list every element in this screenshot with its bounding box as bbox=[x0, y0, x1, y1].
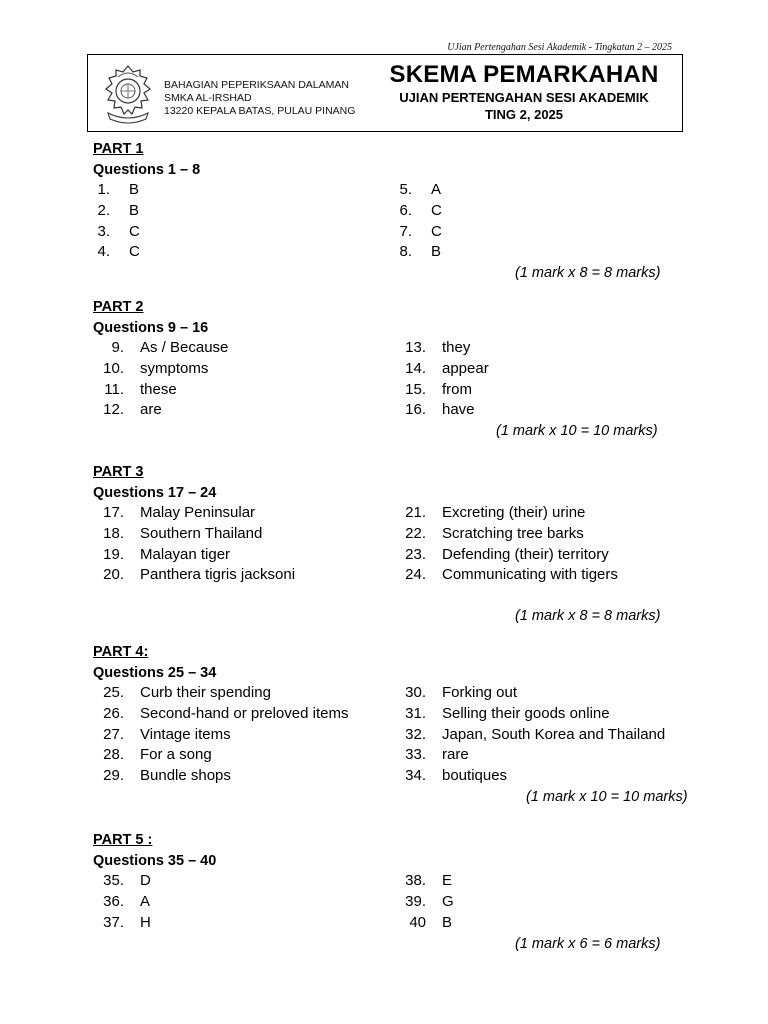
question-number: 13. bbox=[405, 339, 426, 357]
marks-allocation: (1 mark x 6 = 6 marks) bbox=[515, 935, 661, 952]
question-number: 27. bbox=[103, 725, 124, 743]
part-title: PART 4: bbox=[93, 644, 149, 660]
answer-text: Malayan tiger bbox=[140, 545, 231, 563]
marks-allocation: (1 mark x 8 = 8 marks) bbox=[515, 265, 661, 282]
question-number: 20. bbox=[103, 566, 124, 584]
answer-text: Bundle shops bbox=[140, 767, 231, 785]
answer-row bbox=[93, 338, 228, 359]
question-range: Questions 17 – 24 bbox=[93, 484, 217, 501]
answer-text: Forking out bbox=[442, 684, 518, 702]
school-line-address: 13220 KEPALA BATAS, PULAU PINANG bbox=[164, 105, 356, 117]
answer-columns bbox=[93, 338, 723, 421]
question-number: 14. bbox=[405, 360, 426, 378]
answer-text: D bbox=[140, 872, 151, 890]
answer-row bbox=[93, 766, 348, 787]
answer-row bbox=[395, 565, 618, 586]
answer-column-right bbox=[395, 683, 665, 786]
part-section bbox=[93, 297, 723, 440]
answer-text: Communicating with tigers bbox=[442, 566, 618, 584]
answer-text: Southern Thailand bbox=[140, 525, 263, 543]
answer-text: they bbox=[442, 339, 471, 357]
question-number: 40 bbox=[409, 913, 426, 931]
answer-text: Malay Peninsular bbox=[140, 504, 256, 522]
answer-row bbox=[93, 871, 151, 892]
answer-row bbox=[395, 704, 665, 725]
answer-row bbox=[93, 545, 295, 566]
answer-column-left bbox=[93, 683, 348, 786]
answer-row bbox=[395, 871, 454, 892]
marks-allocation: (1 mark x 10 = 10 marks) bbox=[496, 423, 658, 440]
answer-row bbox=[93, 222, 140, 243]
question-number: 33. bbox=[405, 746, 426, 764]
answer-row bbox=[395, 359, 489, 380]
document-subtitle: UJIAN PERTENGAHAN SESI AKADEMIK bbox=[399, 90, 649, 105]
answer-text: boutiques bbox=[442, 767, 508, 785]
answer-text: H bbox=[140, 913, 151, 931]
answer-row bbox=[395, 242, 442, 263]
answer-row bbox=[93, 565, 295, 586]
answer-row bbox=[93, 201, 140, 222]
answer-text: Panthera tigris jacksoni bbox=[140, 566, 296, 584]
document-title: SKEMA PEMARKAHAN bbox=[389, 61, 659, 88]
answer-text: Excreting (their) urine bbox=[442, 504, 586, 522]
answer-text: As / Because bbox=[140, 339, 229, 357]
answer-row bbox=[93, 892, 151, 913]
school-crest-icon bbox=[102, 63, 154, 125]
answer-text: B bbox=[431, 243, 442, 261]
question-number: 11. bbox=[104, 380, 124, 398]
question-number: 3. bbox=[97, 222, 110, 240]
answer-text: A bbox=[431, 181, 442, 199]
school-line-department: BAHAGIAN PEPERIKSAAN DALAMAN bbox=[164, 79, 349, 91]
question-number: 16. bbox=[405, 401, 426, 419]
question-number: 1. bbox=[97, 181, 110, 199]
question-range: Questions 1 – 8 bbox=[93, 161, 201, 178]
school-info bbox=[164, 79, 355, 118]
answer-row bbox=[395, 380, 489, 401]
marks-allocation: (1 mark x 8 = 8 marks) bbox=[515, 608, 661, 625]
answer-text: B bbox=[129, 202, 140, 220]
header-box bbox=[87, 54, 683, 132]
answer-text: Curb their spending bbox=[140, 684, 271, 702]
answer-row bbox=[395, 222, 442, 243]
answer-row bbox=[93, 380, 228, 401]
answer-text: C bbox=[431, 202, 442, 220]
answer-row bbox=[395, 503, 618, 524]
answer-column-left bbox=[93, 180, 140, 263]
answer-row bbox=[93, 503, 295, 524]
question-number: 9. bbox=[111, 339, 124, 357]
answer-row bbox=[395, 745, 665, 766]
question-number: 4. bbox=[97, 243, 110, 261]
title-block bbox=[374, 61, 674, 123]
answer-text: from bbox=[442, 380, 472, 398]
answer-row bbox=[395, 524, 618, 545]
question-number: 6. bbox=[399, 202, 412, 220]
answer-text: rare bbox=[442, 746, 469, 764]
answer-columns bbox=[93, 683, 723, 787]
school-line-name: SMKA AL-IRSHAD bbox=[164, 92, 252, 104]
question-number: 38. bbox=[405, 872, 426, 890]
answer-row bbox=[395, 913, 454, 934]
question-number: 22. bbox=[405, 525, 426, 543]
answer-text: appear bbox=[442, 360, 489, 378]
answer-row bbox=[395, 180, 442, 201]
answer-row bbox=[93, 180, 140, 201]
question-number: 23. bbox=[405, 545, 426, 563]
answer-row bbox=[93, 242, 140, 263]
answer-row bbox=[395, 725, 665, 746]
question-number: 17. bbox=[103, 504, 124, 522]
question-number: 39. bbox=[405, 893, 426, 911]
answer-column-left bbox=[93, 503, 295, 586]
question-number: 15. bbox=[405, 380, 426, 398]
answer-column-left bbox=[93, 871, 151, 933]
answer-columns bbox=[93, 871, 723, 933]
answer-text: symptoms bbox=[140, 360, 209, 378]
question-number: 28. bbox=[103, 746, 124, 764]
answer-row bbox=[395, 400, 489, 421]
part-section bbox=[93, 139, 723, 282]
question-number: 2. bbox=[97, 202, 110, 220]
answer-row bbox=[93, 524, 295, 545]
question-number: 31. bbox=[405, 705, 426, 723]
answer-text: G bbox=[442, 893, 454, 911]
answer-text: For a song bbox=[140, 746, 212, 764]
answer-text: are bbox=[140, 401, 162, 419]
answer-column-right bbox=[395, 503, 618, 586]
answer-text: Second-hand or preloved items bbox=[140, 705, 349, 723]
answer-text: C bbox=[431, 222, 442, 240]
answer-text: Vintage items bbox=[140, 725, 231, 743]
answer-text: A bbox=[140, 893, 151, 911]
question-range: Questions 35 – 40 bbox=[93, 852, 217, 869]
question-number: 21. bbox=[405, 504, 426, 522]
question-number: 25. bbox=[103, 684, 124, 702]
question-number: 8. bbox=[399, 243, 412, 261]
question-number: 32. bbox=[405, 725, 426, 743]
part-section bbox=[93, 830, 723, 952]
answer-column-right bbox=[395, 338, 489, 421]
answer-text: C bbox=[129, 243, 140, 261]
answer-text: C bbox=[129, 222, 140, 240]
question-number: 7. bbox=[399, 222, 412, 240]
part-title: PART 1 bbox=[93, 141, 144, 157]
answer-column-left bbox=[93, 338, 228, 421]
part-title: PART 3 bbox=[93, 464, 144, 480]
question-number: 10. bbox=[103, 360, 124, 378]
question-number: 35. bbox=[103, 872, 124, 890]
answer-row bbox=[395, 766, 665, 787]
part-section bbox=[93, 462, 723, 625]
question-number: 34. bbox=[405, 767, 426, 785]
answer-text: Japan, South Korea and Thailand bbox=[442, 725, 666, 743]
answer-row bbox=[395, 892, 454, 913]
document-form-year: TING 2, 2025 bbox=[484, 107, 564, 122]
answer-text: B bbox=[442, 913, 453, 931]
question-number: 29. bbox=[103, 767, 124, 785]
question-range: Questions 9 – 16 bbox=[93, 319, 209, 336]
part-title: PART 5 : bbox=[93, 832, 153, 848]
answer-row bbox=[93, 704, 348, 725]
question-number: 18. bbox=[103, 525, 124, 543]
part-title: PART 2 bbox=[93, 299, 144, 315]
question-number: 12. bbox=[103, 401, 124, 419]
answer-row bbox=[93, 913, 151, 934]
answer-row bbox=[395, 201, 442, 222]
question-number: 36. bbox=[103, 893, 124, 911]
answer-row bbox=[395, 338, 489, 359]
part-section bbox=[93, 642, 723, 805]
answer-row bbox=[395, 545, 618, 566]
answer-text: these bbox=[140, 380, 177, 398]
marks-allocation: (1 mark x 10 = 10 marks) bbox=[526, 788, 688, 805]
question-number: 37. bbox=[103, 913, 124, 931]
answer-row bbox=[395, 683, 665, 704]
answer-row bbox=[93, 400, 228, 421]
running-head: UJian Pertengahan Sesi Akademik - Tingkatan 2 – 2025 bbox=[447, 42, 672, 53]
answer-row bbox=[93, 745, 348, 766]
question-range: Questions 25 – 34 bbox=[93, 664, 217, 681]
answer-row bbox=[93, 359, 228, 380]
answer-row bbox=[93, 725, 348, 746]
answer-text: E bbox=[442, 872, 453, 890]
answer-text: Defending (their) territory bbox=[442, 545, 609, 563]
answer-text: Selling their goods online bbox=[442, 705, 610, 723]
answer-text: have bbox=[442, 401, 475, 419]
question-number: 26. bbox=[103, 705, 124, 723]
answer-text: Scratching tree barks bbox=[442, 525, 584, 543]
answer-row bbox=[93, 683, 348, 704]
answer-columns bbox=[93, 180, 723, 263]
question-number: 24. bbox=[405, 566, 426, 584]
answer-column-right bbox=[395, 871, 454, 933]
question-number: 19. bbox=[103, 545, 124, 563]
answer-text: B bbox=[129, 181, 140, 199]
question-number: 30. bbox=[405, 684, 426, 702]
question-number: 5. bbox=[399, 181, 412, 199]
answer-column-right bbox=[395, 180, 442, 263]
answer-columns bbox=[93, 503, 723, 586]
